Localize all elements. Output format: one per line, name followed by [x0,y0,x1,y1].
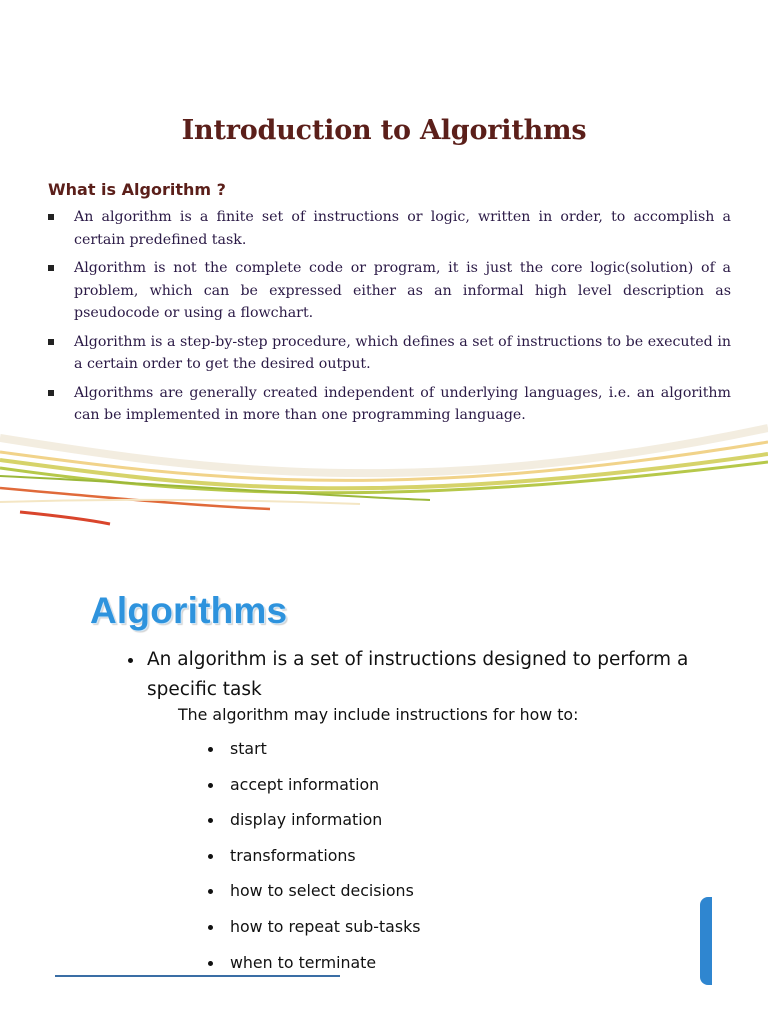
bullet-text: Algorithm is a step-by-step procedure, which defines a set of instructions to be executed in a certain order to get the desired output. [74,333,731,372]
list-item [126,645,726,705]
square-bullet-icon [48,265,54,271]
item-text: accept information [230,774,380,794]
lead-text: An algorithm is a set of instructions designed to perform a specific task [147,649,689,700]
item-text: display information [230,810,383,830]
slide2-title: Algorithms [90,590,288,631]
list-item [48,206,731,251]
round-bullet-icon [208,818,213,823]
item-text: transformations [230,845,356,865]
list-item [208,951,420,987]
list-item [48,257,731,325]
list-item [48,331,731,376]
slide2-subheading: The algorithm may include instructions for how to: [178,705,579,724]
list-item [208,737,420,773]
round-bullet-icon [128,658,133,663]
square-bullet-icon [48,339,54,345]
list-item [208,773,420,809]
round-bullet-icon [208,783,213,788]
item-text: how to repeat sub-tasks [230,916,421,936]
item-text: how to select decisions [230,881,414,901]
list-item [208,808,420,844]
item-text: when to terminate [230,952,377,972]
slide2-lead-list [126,645,726,705]
round-bullet-icon [208,854,213,859]
bullet-text: Algorithm is not the complete code or program, it is just the core logic(solution) of a problem, which can be expressed either as an informal high level description as pseudocode or using a flowchart. [74,260,731,321]
square-bullet-icon [48,390,54,396]
item-text: start [230,739,267,758]
round-bullet-icon [208,961,213,966]
list-item [208,844,420,880]
round-bullet-icon [208,925,213,930]
list-item [208,915,420,951]
slide1-bullet-list [48,206,731,433]
slide1-title: Introduction to Algorithms [181,115,587,146]
square-bullet-icon [48,214,54,220]
divider-line [55,975,340,977]
slide1-heading: What is Algorithm ? [48,180,226,199]
decorative-swoosh [0,410,768,540]
bullet-text: Algorithms are generally created independent of underlying languages, i.e. an algorithm can be implemented in more than one programming language. [74,384,731,423]
bullet-text: An algorithm is a finite set of instructions or logic, written in order, to accomplish a certain predefined task. [74,209,731,248]
round-bullet-icon [208,747,213,752]
round-bullet-icon [208,889,213,894]
list-item [208,879,420,915]
accent-bracket [700,897,712,985]
slide2-step-list [208,737,420,986]
